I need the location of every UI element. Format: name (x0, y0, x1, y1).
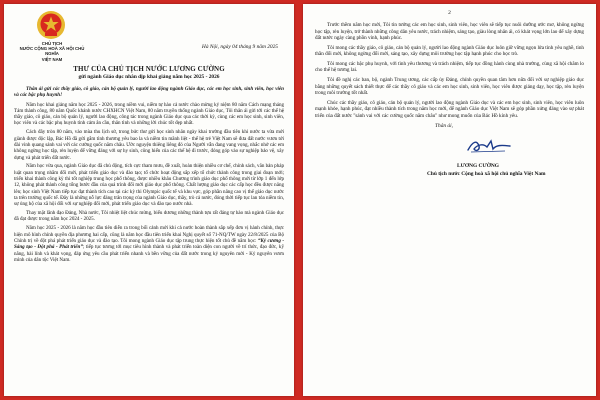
closing: Thân ái, (435, 123, 453, 130)
paragraph-8: Tôi mong các bậc phụ huynh, với tình yêu thương và trách nhiệm, tiếp tục đồng hành cùng nhà trường, cùng xã hội chăm lo cho thế hệ tương lai. (315, 60, 584, 74)
signer-title: Chủ tịch nước Cộng hoà xã hội chủ nghĩa Việt Nam (427, 171, 546, 178)
paragraph-6: Trước thềm năm học mới, Tôi tin tưởng các em học sinh, sinh viên, học viên sẽ tiếp tục nuôi dưỡng ước mơ, không ngừng học tập, rèn luyện, trở thành những công dân yêu nước, trách nhiệm, sáng tạo, giàu lòng nhân ái, có khát vọng lớn lao để xây dựng đất nước ngày càng phồn vinh, hạnh phúc. (315, 22, 584, 41)
letter-title: THƯ CỦA CHỦ TỊCH NƯỚC LƯƠNG CƯỜNG (73, 65, 225, 73)
paragraph-4: Thay mặt lãnh đạo Đảng, Nhà nước, Tôi nhiệt liệt chúc mừng, biểu dương những thành tựu rất đáng tự hào mà ngành Giáo dục đã đạt được trong năm học 2024 - 2025. (14, 210, 284, 223)
issuing-office (14, 41, 90, 62)
signature-icon (465, 137, 513, 155)
paragraph-5 (14, 225, 284, 263)
page-number: 2 (448, 10, 451, 16)
letter-subtitle: gửi ngành Giáo dục nhân dịp khai giảng năm học 2025 - 2026 (78, 74, 220, 80)
salutation: Thân ái gửi các thầy giáo, cô giáo, cán bộ quản lý, người lao động ngành Giáo dục, các em học sinh, sinh viên, học viên và các bậc phụ huynh! (14, 86, 284, 99)
office-country-line: NƯỚC CỘNG HOÀ XÃ HỘI CHỦ NGHĨA (19, 46, 85, 57)
letter-page-1 (4, 4, 294, 396)
paragraph-2: Cách đây tròn 80 năm, vào mùa thu lịch sử, trong bức thư gửi học sinh nhân ngày khai trường đầu tiên khi nước ta vừa mới giành được độc lập, Bác Hồ đã gửi gắm tình thương yêu bao la và niềm tin mãnh liệt - thế hệ trẻ Việt Nam sẽ đưa đất nước vươn tới đài vinh quang sánh vai với các cường quốc năm châu. Ước nguyện thiêng liêng đó của Người vẫn đang vang vọng, nhắc nhở các em không ngừng học tập, rèn luyện để vững đáng với sự hy sinh, công hiến của các thế hệ đi trước, đóng góp vào sự nghiệp bảo vệ, xây dựng và phát triển đất nước. (14, 129, 284, 161)
letter-title-block (14, 65, 284, 80)
paragraph-3: Năm học vừa qua, ngành Giáo dục đã chủ động, tích cực tham mưu, đề xuất, hoàn thiện nhiều cơ chế, chính sách, văn bản pháp luật quan trọng nhằm đổi mới, phát triển giáo dục và đào tạo; tổ chức hoạt động sắp xếp tổ chức thành công trong giai đoạn mới; triển khai thành công kỳ thi tốt nghiệp trung học phổ thông, được nhiều khâu Chương trình giáo dục phổ thông mới từ lớp 1 đến lớp 12, không phát thành công tổng bước đầu của quá trình đổi mới giáo dục phổ thông. Chất lượng giáo dục các cấp học đều được nâng lên; học sinh Việt Nam tiếp tục đạt thành tích cao tại các kỳ thi Olympic quốc tế và khu vực, góp phần nâng cao vị thế giáo dục nước ta trên trường quốc tế. Đây là những nỗ lực đáng trân trọng của ngành Giáo dục, thầy, trò cả nước, đóng thời tiếp tục lan tỏa niềm tin, sự ủng hộ của xã hội đối với sự nghiệp đổi mới, phát triển giáo dục và đào tạo nước nhà. (14, 163, 284, 208)
national-emblem-icon (36, 10, 66, 40)
place-date: Hà Nội, ngày 04 tháng 9 năm 2025 (201, 44, 278, 50)
letter-page-2 (303, 4, 596, 396)
school-year-theme: “Kỷ cương - Sáng tạo - Đột phá - Phát triển” (14, 237, 285, 251)
signer-name: LƯƠNG CƯỜNG (457, 163, 499, 170)
paragraph-5-start: Năm học 2025 - 2026 là năm học đầu tiên diễn ra trong bối cảnh mới khi cả nước hoàn thành sắp xếp đơn vị hành chính, thực hiện mô hình chính quyền địa phương hai cấp, cũng là năm học đầu tiên triển khai Nghị quyết số 71-NQ/TW ngày 22/8/2025 của Bộ Chính trị về đột phá phát triển giáo dục và đào tạo. Tôi mong ngành Giáo dục tập trung thực hiện tốt chủ đề năm học: (14, 225, 284, 244)
paragraph-9: Tôi đề nghị các ban, bộ, ngành Trung ương, các cấp ủy Đảng, chính quyền quan tâm hơn nữa đối với sự nghiệp giáo dục bằng những quyết sách thiết thực để các thầy cô giáo và các em học sinh, sinh viên, học viên được giảng dạy, học tập, rèn luyện trong môi trường tốt nhất. (315, 77, 584, 97)
paragraph-7: Tôi mong các thầy giáo, cô giáo, cán bộ quản lý, người lao động ngành Giáo dục luôn giữ vững ngọn lửa tình yêu nghề, tinh thần đổi mới, không ngừng đổi mới, sáng tạo, xây dựng môi trường học tập hạnh phúc cho học trò. (315, 44, 584, 58)
paragraph-1: Năm học khai giảng năm học 2025 - 2026, trong niềm vui, niềm tự hào cả nước chào mừng kỷ niệm 80 năm Cách mạng tháng Tám thành công, 80 năm Quốc khánh nước CHXHCN Việt Nam, 80 năm truyền thống ngành Giáo dục, Tôi thân ái gửi tới các thế hệ thầy giáo, cô giáo, cán bộ quản lý, người lao động, công tác trong ngành Giáo dục qua các thời kỳ, cùng các em học sinh, sinh viên, học viên và các bậc phụ huynh tình cảm ân cần, thân tình và những lời chúc tốt đẹp nhất. (14, 101, 284, 127)
office-country-name: VIỆT NAM (41, 56, 63, 62)
paragraph-5-end: ; tiếp tục tương tới mục tiêu hình thành và phát triển toàn diện con người về trí thức, đạo đức, kỹ năng, hài lính và khát vọng, đáp ứng yêu cầu phát triển nhanh và bền vững của đất nước trong kỷ nguyên mới - Kỷ nguyên vươn mình của dân tộc Việt Nam. (14, 244, 284, 263)
office-title: CHỦ TỊCH (41, 41, 63, 46)
letter-header (14, 10, 284, 60)
paragraph-10: Chúc các thầy giáo, cô giáo, cán bộ quản lý, người lao động ngành Giáo dục và các em học sinh, sinh viên, học viên luôn mạnh khỏe, hạnh phúc, đạt nhiều thành tích trong năm học mới, để ngành Giáo dục Việt Nam sẽ góp phần xứng đáng vào sự phát triển của đất nước "sánh vai với các cường quốc năm châu" như mong muốn của Bác Hồ kính yêu. (315, 99, 584, 119)
